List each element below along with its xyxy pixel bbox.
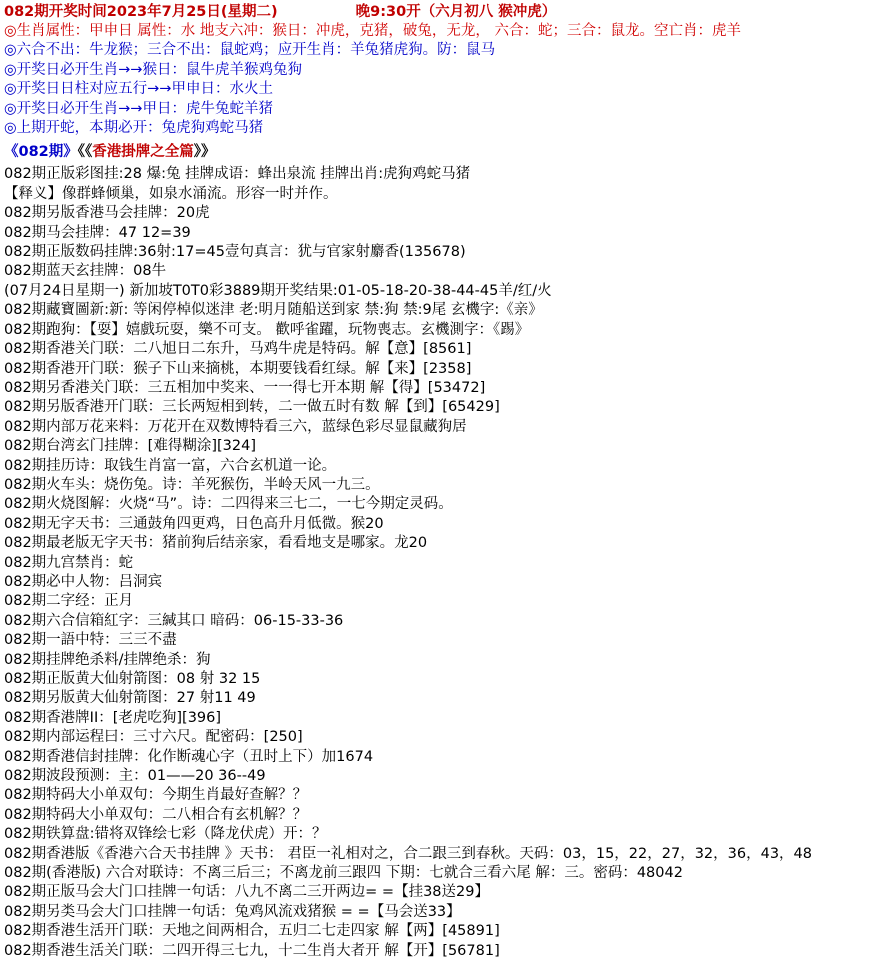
line-teman-daxiao-2 [0,806,892,825]
line-paogou [0,321,892,340]
line-bichu-1-seg-0: ◎开奖日必开生肖→→猴日：鼠牛虎羊猴鸡兔狗 [4,61,302,78]
line-hk-kaimenlian-seg-0: 082期香港开门联：猴子下山来摘桃，本期要钱看红绿。解【来】[2358] [4,360,472,377]
line-toto [0,282,892,301]
line-section-title-seg-2: 香港掛牌之全篇 [92,144,194,161]
line-mahui-damenkou-1-seg-0: 082期正版马会大门口挂牌一句话：八九不离二三开两边= =【挂38送29】 [4,884,489,901]
line-bolu-yuce [0,767,892,786]
line-shiyi [0,185,892,204]
header-row [0,0,892,22]
line-taiwan-xuanmen-seg-0: 082期台湾玄门挂牌：[难得糊涂][324] [4,438,256,455]
line-xianggang-pai2 [0,709,892,728]
line-bizhong-renwu [0,573,892,592]
line-teman-daxiao-1 [0,786,892,805]
line-caitucai [0,165,892,184]
line-huochetou [0,476,892,495]
line-neibu-wanhua [0,418,892,437]
line-section-title-seg-0: 《082期》 [4,144,78,161]
line-yiyu-zhongte [0,631,892,650]
line-teman-daxiao-2-seg-0: 082期特码大小单双句：二八相合有玄机解？？ [4,806,308,823]
line-guali-shi-seg-0: 082期挂历诗：取钱生肖富一富，六合玄机道一论。 [4,457,337,474]
line-neibu-wanhua-seg-0: 082期内部万花来料：万花开在双数博特看三六，蓝绿色彩尽显鼠藏狗居 [4,418,467,435]
line-jiugong-jinxiao-seg-0: 082期九宫禁肖：蛇 [4,554,134,571]
line-zuilaoban [0,534,892,553]
line-huoshaotu-seg-0: 082期火烧图解：火烧“马”。诗：二四得来三七二，一七今期定灵码。 [4,496,453,513]
line-shangqi [0,119,892,138]
line-neibu-yunchengyue [0,728,892,747]
line-neibu-yunchengyue-seg-0: 082期内部运程曰：三寸六尺。配密码：[250] [4,729,303,746]
bulletin-content [0,22,892,961]
line-mahui-damenkou-2-seg-0: 082期另类马会大门口挂牌一句话：兔鸡风流戏猪猴 = =【马会送33】 [4,903,461,920]
line-shuma-guapai-seg-0: 082期正版数码挂牌:36射:17=45壹句真言：犹与官家射麝香(135678) [4,244,466,261]
line-bichu-2 [0,100,892,119]
line-xinfeng-guapai-seg-0: 082期香港信封挂牌：化作断魂心字（丑时上下）加1674 [4,748,374,765]
line-linghao-guapai [0,204,892,223]
line-bolu-yuce-seg-0: 082期波段预测：主：01——20 36--49 [4,768,266,785]
line-huang-daxian [0,670,892,689]
line-hk-ban-liuhe-seg-0: 082期(香港版) 六合对联诗：不离三后三；不离龙前三跟四 下期：七就合三看六尾 解：三。密码：48042 [4,865,683,882]
line-huochetou-seg-0: 082期火车头：烧伤兔。诗：羊死猴伤，半岭天风一九三。 [4,476,380,493]
line-cangbao-seg-0: 082期藏寶圖新:新: 等闲停棹似迷津 老:明月随船送到家 禁:狗 禁:9尾 玄機字:《亲》 [4,302,543,319]
line-rizhu-wuxing [0,80,892,99]
line-mahui-guapai-seg-0: 082期马会挂牌：47 12=39 [4,224,191,241]
line-teman-daxiao-1-seg-0: 082期特码大小单双句：今期生肖最好查解？？ [4,787,308,804]
line-caitucai-seg-0: 082期正版彩图挂:28 爆:兔 挂牌成语：蜂出泉流 挂牌出肖:虎狗鸡蛇马猪 [4,166,471,183]
line-bizhong-renwu-seg-0: 082期必中人物：吕洞宾 [4,573,163,590]
line-shenghuo-guanmenlian [0,942,892,961]
line-tiexiangpan [0,825,892,844]
draw-evening-text: 晚9:30开（六月初八 猴冲虎） [355,4,557,20]
line-wuzi-tianshu-seg-0: 082期无字天书：三通鼓角四更鸡，日色高升月低微。猴20 [4,515,384,532]
line-guapai-juesha [0,651,892,670]
line-linghao-guapai-seg-0: 082期另版香港马会挂牌：20虎 [4,205,210,222]
line-lb-kaimenlian [0,398,892,417]
line-shenghuo-kaimenlian-seg-0: 082期香港生活开门联：天地之间两相合，五归二七走四家 解【两】[45891] [4,923,500,940]
line-hk-ban [0,845,892,864]
line-shenghuo-guanmenlian-seg-0: 082期香港生活关门联：二四开得三七九，十二生肖大者开 解【开】[56781] [4,942,500,959]
line-lb-guanmenlian-seg-0: 082期另香港关门联：三五相加中奖来、一一得七开本期 解【得】[53472] [4,379,486,396]
line-section-title-seg-1: 《《 [77,144,93,161]
line-hk-kaimenlian [0,360,892,379]
line-liuhe-buchu-seg-0: ◎六合不出：牛龙猴；三合不出：鼠蛇鸡；应开生肖：羊兔猪虎狗。防：鼠马 [4,42,496,59]
line-liuhe-buchu [0,41,892,60]
line-erzijing-seg-0: 082期二字经：正月 [4,593,134,610]
line-hk-ban-liuhe [0,864,892,883]
line-lantian-xuan [0,262,892,281]
line-section-title-seg-3: 》》 [193,144,216,161]
line-wuzi-tianshu [0,515,892,534]
line-mahui-damenkou-1 [0,883,892,902]
line-shengxiao-shuxing [0,22,892,41]
line-section-title [0,138,892,165]
line-cangbao [0,301,892,320]
line-huang-daxian-seg-0: 082期正版黄大仙射箭图：08 射 32 15 [4,671,261,687]
line-shiyi-seg-0: 【释义】像群蜂倾巢，如泉水涌流。形容一时并作。 [4,185,338,202]
line-guali-shi [0,457,892,476]
line-shengxiao-shuxing-seg-0: ◎生肖属性：甲申日 属性：水 地支六冲：猴日：冲虎，克猪，破兔，无龙， 六合：蛇；三合：鼠龙。空亡肖：虎羊 [4,23,741,39]
line-bichu-1 [0,61,892,80]
line-shangqi-seg-0: ◎上期开蛇，本期必开：兔虎狗鸡蛇马猪 [4,120,264,137]
line-huang-daxian-lb-seg-0: 082期另版黄大仙射箭图：27 射11 49 [4,690,256,707]
line-zuilaoban-seg-0: 082期最老版无字天书：猪前狗后结亲家，看看地支是哪家。龙20 [4,535,428,552]
line-huang-daxian-lb [0,689,892,708]
line-lb-guanmenlian [0,379,892,398]
line-liuhe-xinxiang-seg-0: 082期六合信箱紅字：三緘其口 暗码：06-15-33-36 [4,612,344,629]
line-jiugong-jinxiao [0,554,892,573]
line-toto-seg-0: (07月24日星期一) 新加坡T0T0彩3889期开奖结果:01-05-18-20-38-44-45羊/红/火 [4,282,552,299]
line-hk-guanmenlian-seg-0: 082期香港关门联：二八旭日二东升，马鸡牛虎是特码。解【意】[8561] [4,341,472,358]
line-guapai-juesha-seg-0: 082期挂牌绝杀料/挂牌绝杀：狗 [4,651,211,668]
line-xinfeng-guapai [0,748,892,767]
line-shenghuo-kaimenlian [0,922,892,941]
line-mahui-damenkou-2 [0,903,892,922]
line-hk-ban-seg-0: 082期香港版《香港六合天书挂牌 》天书： 君臣一礼相对之，合二跟三到春秋。天码：03，15，22，27，32，36，43，48 [4,845,812,862]
line-bichu-2-seg-0: ◎开奖日必开生肖→→甲日：虎牛兔蛇羊猪 [4,100,273,117]
line-lb-kaimenlian-seg-0: 082期另版香港开门联：三长两短相到转，二一做五时有数 解【到】[65429] [4,399,500,416]
line-huoshaotu [0,495,892,514]
line-rizhu-wuxing-seg-0: ◎开奖日日柱对应五行→→甲申日：水火土 [4,81,273,98]
line-yiyu-zhongte-seg-0: 082期一語中特：三三不盡 [4,632,177,649]
line-lantian-xuan-seg-0: 082期蓝天玄挂牌：08牛 [4,263,167,280]
draw-time-text: 082期开奖时间2023年7月25日(星期二) [4,4,278,20]
line-erzijing [0,592,892,611]
line-paogou-seg-0: 082期跑狗：【耍】嬉戲玩耍，樂不可支。 歡呼雀躍，玩物喪志。玄機測字：《踢》 [4,321,530,338]
line-taiwan-xuanmen [0,437,892,456]
line-xianggang-pai2-seg-0: 082期香港牌II：[老虎吃狗][396] [4,709,222,726]
line-mahui-guapai [0,224,892,243]
line-hk-guanmenlian [0,340,892,359]
line-tiexiangpan-seg-0: 082期铁算盘:错将双锋绘七彩（降龙伏虎）开：？ [4,826,327,843]
line-shuma-guapai [0,243,892,262]
line-liuhe-xinxiang [0,612,892,631]
